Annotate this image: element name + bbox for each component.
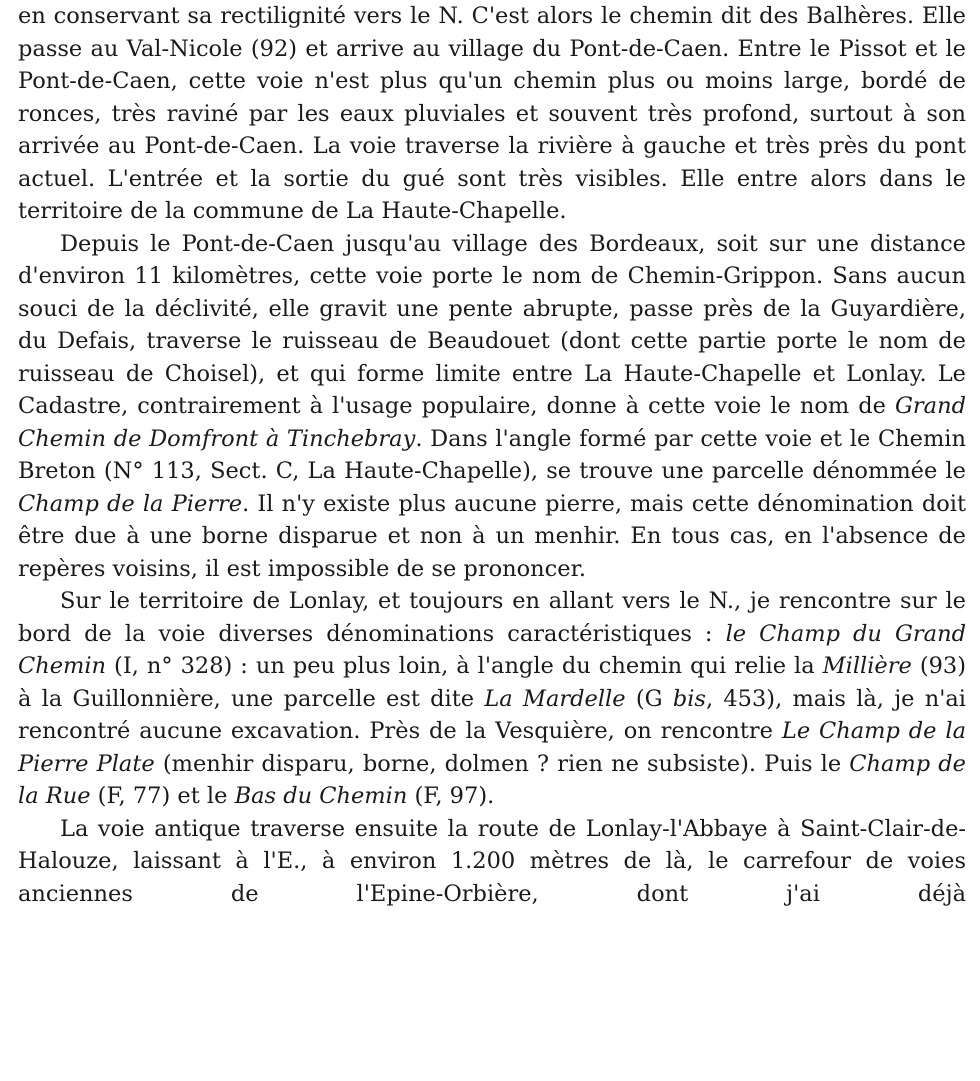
italic-text-segment: le Champ du Grand Chemin xyxy=(18,620,966,679)
text-segment: La voie antique traverse ensuite la route de Lonlay-l'Abbaye à Saint-Clair-de-Halouze, laissant à l'E., à environ 1.200 mètres de là, le carrefour de voies anciennes de l'Epine-Orbière, dont j'ai déjà xyxy=(18,815,966,907)
text-segment: Depuis le Pont-de-Caen jusqu'au village des Bordeaux, soit sur une distance d'environ 11 kilomètres, cette voie porte le nom de Chemin-Grippon. Sans aucun souci de la déclivité, elle gravit une pente abrupte, passe près de la Guyardière, du Defais, traverse le ruisseau de Beaudouet (dont cette partie porte le nom de ruisseau de Choisel), et qui forme limite entre La Haute-Chapelle et Lonlay. Le Cadastre, contrairement à l'usage populaire, donne à cette voie le nom de xyxy=(18,230,966,419)
text-segment: (F, 77) et le xyxy=(90,783,235,809)
paragraph-4 xyxy=(18,813,966,911)
paragraph-2 xyxy=(18,228,966,586)
text-segment: (93) à la Guillonnière, une parcelle est dite xyxy=(18,653,967,712)
italic-text-segment: La Mardelle xyxy=(484,685,626,712)
text-segment: Sur le territoire de Lonlay, et toujours en allant vers le N., je rencontre sur le bord de la voie diverses dénominations caractéristiques : xyxy=(18,588,966,647)
italic-text-segment: Bas du Chemin xyxy=(234,783,408,809)
text-segment: (G xyxy=(625,685,673,712)
italic-text-segment: Champ de la Rue xyxy=(18,750,966,809)
text-segment: (F, 97). xyxy=(407,783,495,809)
italic-text-segment: Millière xyxy=(822,653,912,679)
italic-text-segment: bis xyxy=(672,685,706,712)
text-segment: , 453), mais là, je n'ai rencontré aucune excavation. Près de la Vesquière, on rencontre xyxy=(18,685,967,744)
italic-text-segment: Le Champ de la Pierre Plate xyxy=(18,718,967,777)
paragraph-1 xyxy=(18,0,966,228)
paragraph-3 xyxy=(18,585,966,813)
text-segment: (I, n° 328) : un peu plus loin, à l'angle du chemin qui relie la xyxy=(106,653,823,679)
italic-text-segment: Grand Chemin de Domfront à Tinchebray xyxy=(18,393,966,452)
text-segment: . Il n'y existe plus aucune pierre, mais cette dénomination doit être due à une borne disparue et non à un menhir. En tous cas, en l'absence de repères voisins, il est impossible de se prononcer. xyxy=(18,490,967,582)
text-segment: en conservant sa rectilignité vers le N. C'est alors le chemin dit des Balhères. Elle passe au Val-Nicole (92) et arrive au village du Pont-de-Caen. Entre le Pissot et le Pont-de-Caen, cette voie n'est plus qu'un chemin plus ou moins large, bordé de ronces, très raviné par les eaux pluviales et souvent très profond, surtout à son arrivée au Pont-de-Caen. La voie traverse la rivière à gauche et très près du pont actuel. L'entrée et la sortie du gué sont très visibles. Elle entre alors dans le territoire de la commune de La Haute-Chapelle. xyxy=(18,3,966,224)
text-segment: (menhir disparu, borne, dolmen ? rien ne subsiste). Puis le xyxy=(154,750,850,777)
italic-text-segment: Champ de la Pierre xyxy=(18,490,243,517)
text-segment: . Dans l'angle formé par cette voie et le Chemin Breton (N° 113, Sect. C, La Haute-Chapelle), se trouve une parcelle dénommée le xyxy=(18,425,966,484)
